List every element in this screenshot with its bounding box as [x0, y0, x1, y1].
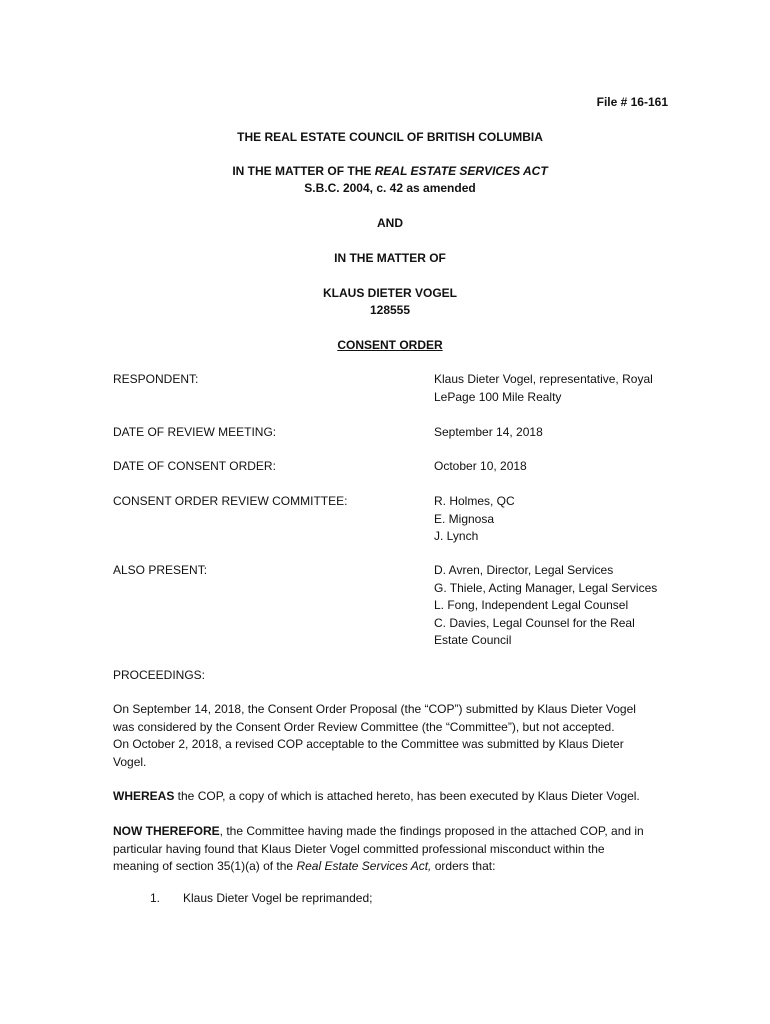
matter-heading: [0, 163, 770, 180]
committee-members: [434, 493, 674, 546]
paragraph-line: On September 14, 2018, the Consent Order Proposal (the “COP”) submitted by Klaus Dieter Vogel: [113, 702, 636, 716]
matter-prefix: IN THE MATTER OF THE: [232, 164, 375, 178]
order-item-number: 1.: [150, 891, 161, 905]
file-number: File # 16-161: [596, 95, 668, 109]
whereas-paragraph: [113, 788, 668, 806]
whereas-keyword: WHEREAS: [113, 789, 175, 803]
consent-order-date-value: October 10, 2018: [434, 459, 527, 473]
whereas-text: the COP, a copy of which is attached hereto, has been executed by Klaus Dieter Vogel.: [174, 789, 640, 803]
proceedings-heading: PROCEEDINGS:: [113, 668, 206, 682]
also-present-list: [434, 562, 674, 650]
now-therefore-line-3-prefix: meaning of section 35(1)(a) of the: [113, 859, 297, 873]
also-present-label: ALSO PRESENT:: [113, 563, 208, 577]
paragraph-line: Vogel.: [113, 754, 147, 769]
paragraph-line: was considered by the Consent Order Review Committee (the “Committee”), but not accepted.: [113, 719, 615, 734]
committee-member: J. Lynch: [434, 529, 479, 543]
act-reference: Real Estate Services Act,: [296, 859, 432, 873]
respondent-label: RESPONDENT:: [113, 372, 199, 386]
attendee: L. Fong, Independent Legal Counsel: [434, 598, 629, 612]
attendee: Estate Council: [434, 633, 512, 647]
paragraph-line: On October 2, 2018, a revised COP acceptable to the Committee was submitted by Klaus Dieter: [113, 737, 624, 751]
now-therefore-line-3-suffix: orders that:: [431, 859, 496, 873]
respondent-value: [434, 371, 674, 406]
proceedings-paragraph: [113, 701, 668, 771]
attendee: G. Thiele, Acting Manager, Legal Services: [434, 580, 658, 595]
consent-order-date-label: DATE OF CONSENT ORDER:: [113, 459, 276, 473]
now-therefore-keyword: NOW THEREFORE: [113, 824, 220, 838]
respondent-name-heading: KLAUS DIETER VOGEL: [322, 286, 457, 300]
order-title: [0, 337, 770, 354]
now-therefore-line-2: particular having found that Klaus Dieter Vogel committed professional misconduct within the: [113, 841, 605, 856]
review-meeting-label: DATE OF REVIEW MEETING:: [113, 425, 277, 439]
committee-member: E. Mignosa: [434, 511, 495, 526]
respondent-line: Klaus Dieter Vogel, representative, Royal: [434, 372, 653, 386]
committee-label: CONSENT ORDER REVIEW COMMITTEE:: [113, 494, 348, 508]
order-item-text: Klaus Dieter Vogel be reprimanded;: [183, 891, 373, 905]
now-therefore-paragraph: [113, 823, 668, 876]
now-therefore-line-1: , the Committee having made the findings proposed in the attached COP, and in: [219, 824, 644, 838]
statute-reference: S.B.C. 2004, c. 42 as amended: [304, 181, 476, 195]
act-name: REAL ESTATE SERVICES ACT: [374, 164, 548, 178]
order-title-text: CONSENT ORDER: [337, 338, 443, 352]
paragraph-line: [113, 858, 668, 876]
council-title: THE REAL ESTATE COUNCIL OF BRITISH COLUMBIA: [237, 130, 543, 144]
matter-of-heading: IN THE MATTER OF: [334, 251, 446, 265]
and-separator: AND: [377, 216, 403, 230]
review-meeting-value: September 14, 2018: [434, 425, 543, 439]
licence-number: 128555: [369, 303, 411, 317]
attendee: D. Avren, Director, Legal Services: [434, 563, 614, 577]
respondent-line: LePage 100 Mile Realty: [434, 389, 562, 404]
attendee: C. Davies, Legal Counsel for the Real: [434, 615, 635, 630]
paragraph-line: [113, 823, 668, 841]
committee-member: R. Holmes, QC: [434, 494, 515, 508]
